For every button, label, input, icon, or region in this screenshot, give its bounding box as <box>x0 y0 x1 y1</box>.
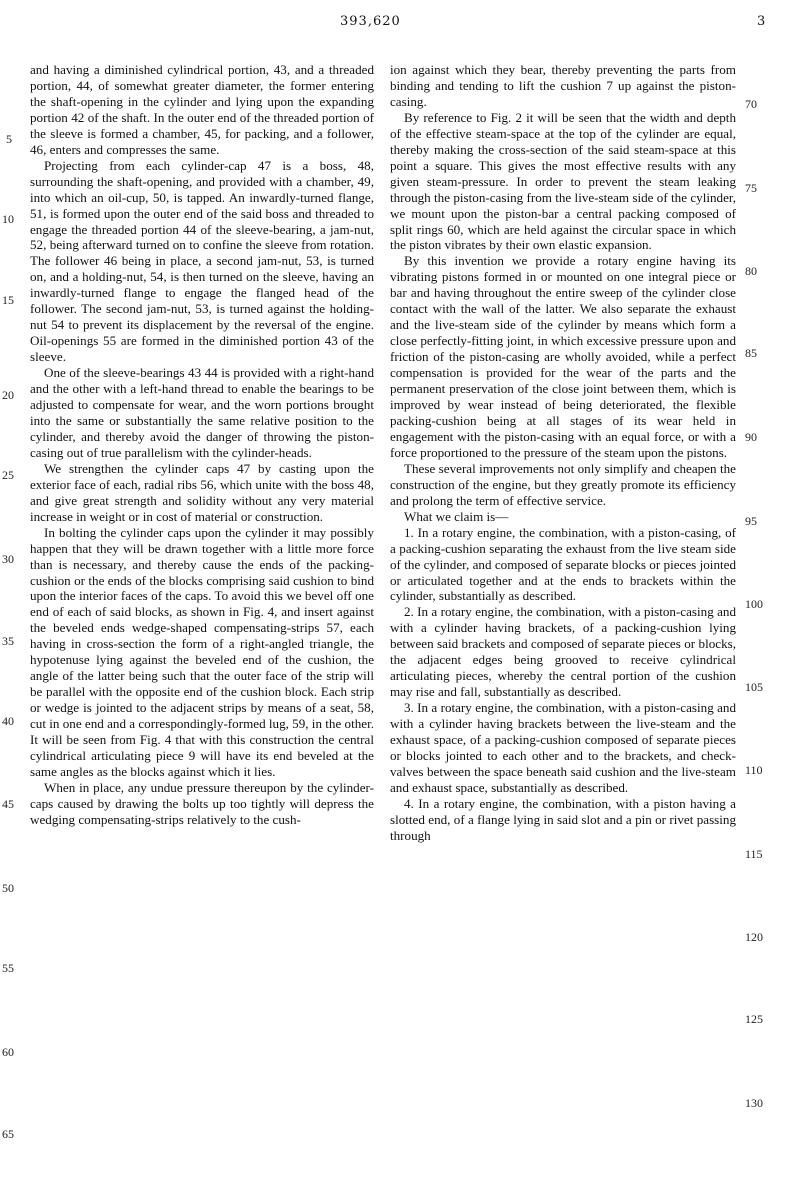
line-number: 5 <box>6 132 12 146</box>
claim: 4. In a rotary engine, the combination, with a piston having a slotted end, of a flange lying in said slot and a pin or rivet passing through <box>390 795 736 843</box>
line-number: 25 <box>2 468 14 482</box>
line-number: 100 <box>745 597 763 611</box>
paragraph: One of the sleeve-bearings 43 44 is provided with a right-hand and the other with a left-hand thread to enable the bearings to be adjusted to compensate for wear, and the worn portions brought into the same or substantially the same relative position to the cylinder, and thereby avoid the danger of throwing the piston-casing out of true parallelism with the cylinder-heads. <box>30 365 374 460</box>
line-number: 60 <box>2 1045 14 1059</box>
left-column <box>30 62 374 828</box>
line-number: 90 <box>745 430 757 444</box>
paragraph: Projecting from each cylinder-cap 47 is a boss, 48, surrounding the shaft-opening, and provided with a chamber, 49, into which an oil-cup, 50, is tapped. An inwardly-turned flange, 51, is formed upon the outer end of the said boss and threaded to engage the threaded portion 44 of the sleeve-bearing, a jam-nut, 52, being afterward turned on to confine the sleeve from rotation. The follower 46 being in place, a second jam-nut, 53, is turned on, and a holding-nut, 54, is then turned on the sleeve, having an inwardly-turned flange to engage the flanged head of the follower. The second jam-nut, 53, is turned against the holding-nut 54 to prevent its displacement by the reversal of the engine. Oil-openings 55 are formed in the diminished portion 43 of the sleeve. <box>30 157 374 365</box>
line-number: 120 <box>745 930 763 944</box>
paragraph: By this invention we provide a rotary engine having its vibrating pistons formed in or mounted on one integral piece or bar and having throughout the entire sweep of the cylinder close contact with the wall of the latter. We also separate the exhaust and the live-steam side of the cylinder by means which form a close perfectly-fitting joint, in which excessive pressure upon and friction of the piston-casing are wholly avoided, while a perfect compensation is provided for the wear of the parts and the permanent preservation of the close joint between them, which is improved by wear instead of being deteriorated, the flexible packing-cushion being at all stages of its wear held in engagement with the piston-casing with an equal force, or with a force proportioned to the pressure of the steam upon the pistons. <box>390 253 736 460</box>
line-number: 10 <box>2 212 14 226</box>
line-number: 125 <box>745 1012 763 1026</box>
paragraph: We strengthen the cylinder caps 47 by casting upon the exterior face of each, radial ribs 56, which unite with the boss 48, and give great strength and solidity without any very material increase in weight or in cost of material or construction. <box>30 460 374 524</box>
line-number: 55 <box>2 961 14 975</box>
claim: 2. In a rotary engine, the combination, with a piston-casing and with a cylinder having brackets, of a packing-cushion lying between said brackets and composed of separate pieces or blocks, the adjacent edges being grooved to receive cylindrical articulating pieces, whereby the central portion of the cushion may rise and fall, substantially as described. <box>390 604 736 700</box>
paragraph: In bolting the cylinder caps upon the cylinder it may possibly happen that they will be drawn together with a little more force than is necessary, and thereby cause the ends of the packing-cushion or the ends of the blocks comprising said cushion to bind upon the interior faces of the caps. To avoid this we bevel off one end of each of said blocks, as shown in Fig. 4, and insert against the beveled ends wedge-shaped compensating-strips 57, each having in cross-section the form of a right-angled triangle, the hypotenuse lying against the beveled end of the cushion, the angle of the latter being such that the outer face of the strip will be parallel with the opposite end of the cushion block. Each strip or wedge is jointed to the adjacent strips by means of a seat, 58, cut in one end and a correspondingly-formed lug, 59, in the other. It will be seen from Fig. 4 that with this construction the central cylindrical articulating piece 9 will have its end beveled at the same angles as the blocks against which it lies. <box>30 524 374 779</box>
line-number: 30 <box>2 552 14 566</box>
line-number: 65 <box>2 1127 14 1141</box>
patent-number: 393,620 <box>340 14 401 29</box>
line-number: 20 <box>2 388 14 402</box>
line-number: 35 <box>2 634 14 648</box>
line-number: 130 <box>745 1096 763 1110</box>
line-number: 110 <box>745 763 763 777</box>
paragraph: What we claim is— <box>404 508 509 524</box>
line-number: 45 <box>2 797 14 811</box>
line-number: 70 <box>745 97 757 111</box>
paragraph: When in place, any undue pressure thereupon by the cylinder-caps caused by drawing the bolts up too tightly will depress the wedging compensating-strips relatively to the cush- <box>30 779 374 827</box>
line-number: 85 <box>745 346 757 360</box>
paragraph: These several improvements not only simplify and cheapen the construction of the engine, but they greatly promote its efficiency and prolong the term of effective service. <box>390 460 736 508</box>
paragraph: ion against which they bear, thereby preventing the parts from binding and tending to lift the cushion 7 up against the piston-casing. <box>390 62 736 109</box>
line-number: 115 <box>745 847 763 861</box>
right-column <box>390 62 736 844</box>
paragraph: and having a diminished cylindrical portion, 43, and a threaded portion, 44, of somewhat greater diameter, the former entering the shaft-opening in the cylinder and lying upon the expanding portion 42 of the shaft. In the outer end of the threaded portion of the sleeve is formed a chamber, 45, for packing, and a follower, 46, enters and compresses the same. <box>30 62 374 157</box>
page-number: 3 <box>757 14 766 29</box>
claim: 1. In a rotary engine, the combination, with a piston-casing, of a packing-cushion separating the exhaust from the live steam side of the cylinder, and composed of separate blocks or pieces jointed or articulated together and at the ends to brackets within the cylinder, substantially as described. <box>390 524 736 604</box>
line-number: 15 <box>2 293 14 307</box>
line-number: 40 <box>2 714 14 728</box>
line-number: 75 <box>745 181 757 195</box>
claim: 3. In a rotary engine, the combination, with a piston-casing and with a cylinder having brackets between the live-steam and the exhaust space, of a packing-cushion composed of separate pieces or blocks jointed to each other and to the brackets, and check-valves between the space beneath said cushion and the live-steam and exhaust space, substantially as described. <box>390 700 736 795</box>
page-header <box>0 14 785 34</box>
line-number: 95 <box>745 514 757 528</box>
line-number: 80 <box>745 264 757 278</box>
line-number: 105 <box>745 680 763 694</box>
paragraph: By reference to Fig. 2 it will be seen that the width and depth of the effective steam-space at the top of the cylinder are equal, thereby making the cross-section of the said steam-space at this point a square. This gives the most effective results with any given steam-pressure. In order to prevent the steam leaking through the piston-casing from the live-steam side of the cylinder, we mount upon the piston-bar a central packing composed of split rings 60, which are held against the circular space in which the piston vibrates by their own elastic expansion. <box>390 109 736 253</box>
line-number: 50 <box>2 881 14 895</box>
